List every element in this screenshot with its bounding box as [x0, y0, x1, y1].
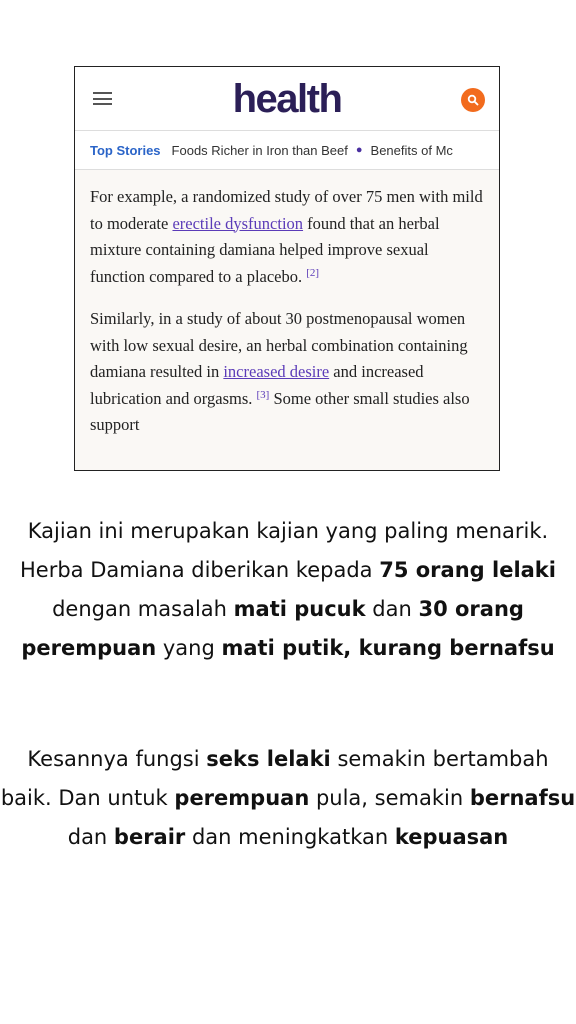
top-story-link[interactable]: Foods Richer in Iron than Beef	[171, 142, 348, 158]
caption-bold: mati pucuk	[233, 597, 366, 621]
caption-result	[0, 740, 576, 857]
caption-text: Kesannya fungsi	[27, 747, 207, 771]
article-screenshot	[74, 66, 500, 471]
top-story-link[interactable]: Benefits of Mc	[370, 142, 453, 158]
caption-bold: bernafsu	[469, 786, 576, 810]
search-button[interactable]	[461, 88, 485, 112]
erectile-dysfunction-link[interactable]: erectile dysfunction	[172, 213, 304, 233]
paragraph-text: and increased lubrication and orgasms.	[90, 362, 424, 408]
caption-text: pula, semakin	[309, 786, 470, 810]
paragraph-text: found that an herbal mixture containing damiana helped improve sexual function compared to a placebo.	[90, 213, 440, 286]
caption-bold: perempuan	[174, 786, 310, 810]
caption-text: dan	[67, 825, 114, 849]
caption-bold: kepuasan	[394, 825, 509, 849]
caption-bold: 75 orang lelaki	[379, 558, 556, 582]
article-paragraph	[90, 306, 485, 439]
caption-text: yang	[156, 636, 222, 660]
separator-dot: ●	[355, 144, 363, 156]
caption-text: dengan masalah	[52, 597, 234, 621]
top-stories-bar	[75, 130, 499, 170]
site-logo[interactable]: health	[232, 77, 342, 121]
caption-text: dan	[365, 597, 419, 621]
caption-bold: mati putik, kurang bernafsu	[221, 636, 555, 660]
paragraph-text: For example, a randomized study of over 75 men with mild to moderate	[90, 187, 483, 233]
caption-study	[0, 512, 576, 668]
paragraph-text: Some other small studies also support	[90, 388, 470, 434]
article-body	[75, 170, 499, 439]
site-header	[75, 67, 499, 130]
top-stories-label: Top Stories	[90, 142, 161, 158]
caption-text: Kajian ini merupakan kajian yang paling menarik. Herba Damiana diberikan kepada	[20, 519, 549, 582]
reference-link[interactable]: [3]	[256, 388, 270, 401]
article-paragraph	[90, 184, 485, 290]
paragraph-text: Similarly, in a study of about 30 postmenopausal women with low sexual desire, an herbal combination containing damiana resulted in	[90, 309, 468, 381]
reference-link[interactable]: [2]	[306, 266, 320, 279]
caption-text: semakin bertambah baik. Dan untuk	[0, 747, 549, 810]
caption-text: dan meningkatkan	[185, 825, 395, 849]
caption-bold: berair	[113, 825, 186, 849]
caption-bold: seks lelaki	[206, 747, 331, 771]
increased-desire-link[interactable]: increased desire	[223, 362, 330, 381]
search-icon	[467, 94, 479, 106]
caption-bold: 30 orang perempuan	[21, 597, 524, 660]
